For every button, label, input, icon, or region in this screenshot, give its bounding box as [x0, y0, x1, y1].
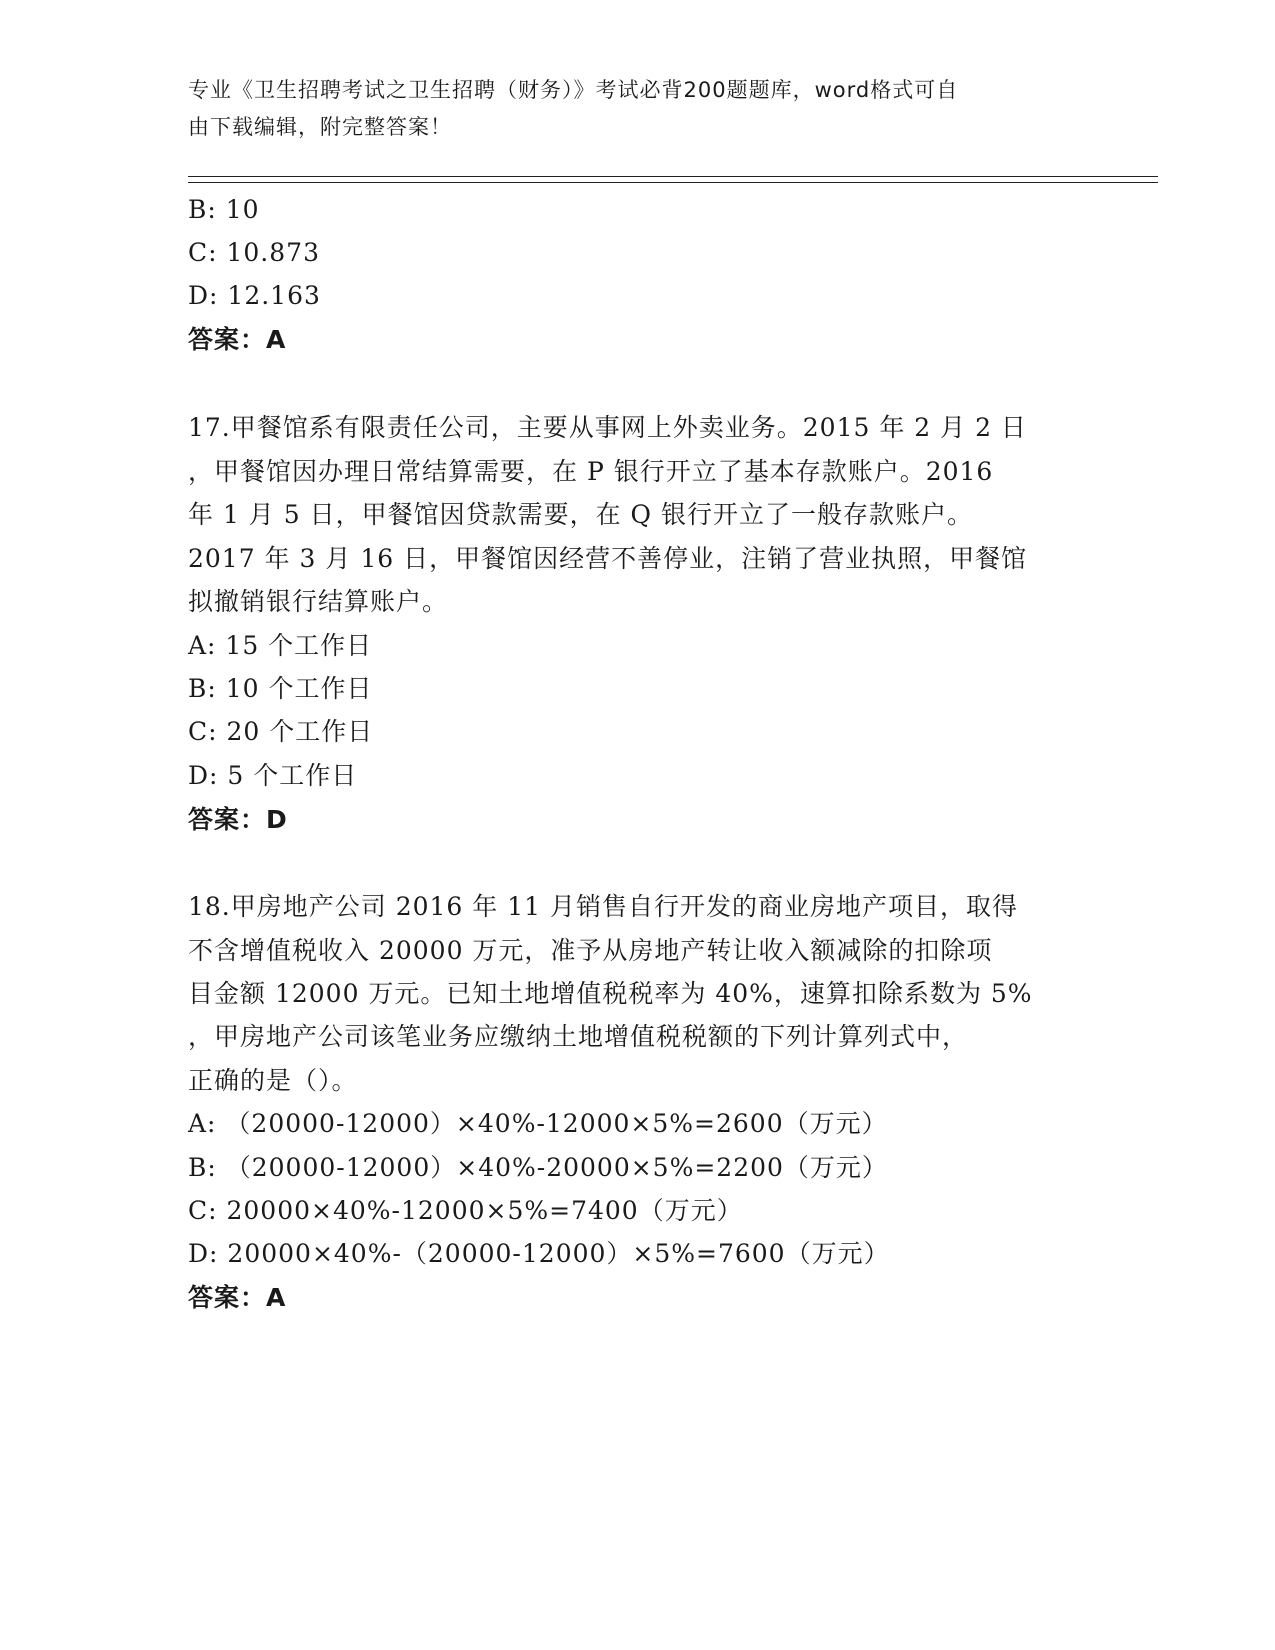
q17-stem-line-1: 17.甲餐馆系有限责任公司，主要从事网上外卖业务。2015 年 2 月 2 日	[188, 413, 1027, 442]
q17-answer: 答案：D	[188, 805, 288, 834]
q18-stem-line-1: 18.甲房地产公司 2016 年 11 月销售自行开发的商业房地产项目，取得	[188, 892, 1018, 921]
q17-stem-line-3: 年 1 月 5 日，甲餐馆因贷款需要，在 Q 银行开立了一般存款账户。	[188, 500, 973, 529]
q16-option-c: C: 10.873	[188, 238, 320, 267]
q17-option-b: B: 10 个工作日	[188, 674, 373, 703]
q17-stem-line-2: ，甲餐馆因办理日常结算需要，在 P 银行开立了基本存款账户。2016	[188, 457, 994, 486]
q18-stem-line-5: 正确的是（）。	[188, 1066, 358, 1095]
q17-stem-line-4: 2017 年 3 月 16 日，甲餐馆因经营不善停业，注销了营业执照，甲餐馆	[188, 544, 1028, 573]
header-divider-top	[188, 176, 1158, 177]
header-divider-bottom	[188, 182, 1158, 183]
q17-stem-line-5: 拟撤销银行结算账户。	[188, 587, 449, 616]
q17-option-a: A: 15 个工作日	[188, 631, 373, 660]
q18-stem-line-3: 目金额 12000 万元。已知土地增值税税率为 40%，速算扣除系数为 5%	[188, 979, 1033, 1008]
q18-option-c: C: 20000×40%-12000×5%=7400（万元）	[188, 1196, 743, 1225]
q18-option-a: A: （20000-12000）×40%-12000×5%=2600（万元）	[188, 1109, 888, 1138]
document-header	[188, 72, 1088, 146]
q17-option-c: C: 20 个工作日	[188, 717, 374, 746]
q18-stem-line-2: 不含增值税收入 20000 万元，准予从房地产转让收入额减除的扣除项	[188, 936, 993, 965]
q17-option-d: D: 5 个工作日	[188, 761, 358, 790]
q18-option-b: B: （20000-12000）×40%-20000×5%=2200（万元）	[188, 1153, 888, 1182]
q16-answer: 答案：A	[188, 325, 287, 354]
q16-option-b: B: 10	[188, 195, 260, 224]
header-line-2: 由下载编辑，附完整答案！	[188, 115, 452, 139]
header-line-1: 专业《卫生招聘考试之卫生招聘（财务）》考试必背200题题库，word格式可自	[188, 78, 959, 102]
q18-answer: 答案：A	[188, 1283, 287, 1312]
q16-option-d: D: 12.163	[188, 281, 321, 310]
q18-option-d: D: 20000×40%-（20000-12000）×5%=7600（万元）	[188, 1239, 890, 1268]
q18-stem-line-4: ，甲房地产公司该笔业务应缴纳土地增值税税额的下列计算列式中，	[188, 1022, 969, 1051]
